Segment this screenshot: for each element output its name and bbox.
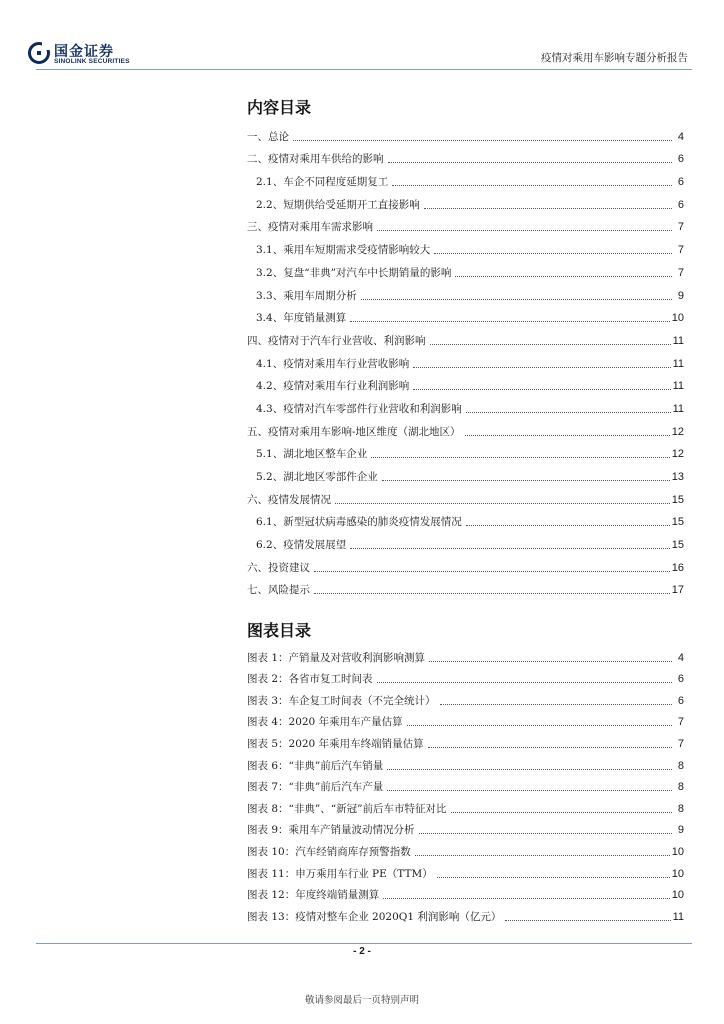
dot-leader (415, 855, 670, 856)
page-number: - 2 - (353, 946, 371, 957)
dot-leader (440, 704, 672, 705)
entry-title: 6.2、疫情发展展望 (256, 539, 347, 552)
dot-leader (419, 833, 672, 834)
entry-page-number: 15 (671, 516, 684, 529)
entry-page-number: 4 (677, 651, 684, 664)
dot-leader (377, 230, 672, 231)
entry-page-number: 7 (677, 266, 684, 279)
dot-leader (505, 920, 670, 921)
entry-title: 4.2、疫情对乘用车行业利润影响 (256, 380, 410, 393)
toc-entry[interactable] (247, 370, 684, 393)
entry-title: 六、投资建议 (247, 561, 310, 574)
dot-leader (437, 877, 670, 878)
entry-page-number: 11 (672, 380, 684, 393)
entry-title: 5.2、湖北地区零部件企业 (256, 471, 378, 483)
entry-title: 3.1、乘用车短期需求受疫情影响较大 (256, 244, 431, 257)
entry-title: 4.1、疫情对乘用车行业营收影响 (256, 357, 410, 370)
entry-title: 5.1、湖北地区整车企业 (256, 448, 368, 461)
dot-leader (371, 457, 670, 458)
entry-page-number: 7 (677, 244, 684, 257)
toc-entry[interactable] (247, 256, 684, 279)
entry-page-number: 7 (677, 716, 684, 729)
entry-page-number: 6 (677, 176, 684, 189)
entry-title: 三、疫情对乘用车需求影响 (247, 221, 373, 234)
toc-entry[interactable] (247, 165, 684, 188)
entry-title: 2.2、短期供给受延期开工直接影响 (256, 198, 420, 211)
dot-leader (382, 480, 670, 481)
entry-page-number: 11 (672, 334, 684, 347)
entry-title: 图表 13：疫情对整车企业 2020Q1 利润影响（亿元） (247, 910, 502, 923)
entry-title: 4.3、疫情对汽车零部件行业营收和利润影响 (256, 402, 462, 415)
entry-page-number: 8 (677, 759, 684, 772)
figure-entry[interactable] (247, 750, 684, 772)
entry-title: 图表 2：各省市复工时间表 (247, 673, 373, 686)
entry-page-number: 11 (672, 402, 684, 415)
toc-entry[interactable] (247, 233, 684, 256)
figure-entry[interactable] (247, 642, 684, 664)
entry-page-number: 6 (677, 694, 684, 707)
entry-title: 图表 9：乘用车产销量波动情况分析 (247, 824, 415, 837)
toc-entry[interactable] (247, 347, 684, 370)
toc-entry[interactable] (247, 460, 684, 483)
dot-leader (466, 412, 671, 413)
table-of-contents (247, 120, 684, 596)
toc-entry[interactable] (247, 438, 684, 461)
footer-divider (36, 943, 692, 944)
entry-page-number: 17 (671, 584, 684, 597)
dot-leader (387, 769, 672, 770)
entry-page-number: 6 (677, 153, 684, 166)
report-title: 疫情对乘用车影响专题分析报告 (541, 52, 688, 64)
toc-entry[interactable] (247, 574, 684, 597)
figure-entry[interactable] (247, 836, 684, 858)
figure-entry[interactable] (247, 664, 684, 686)
toc-entry[interactable] (247, 483, 684, 506)
dot-leader (466, 525, 670, 526)
entry-page-number: 4 (677, 130, 684, 143)
figure-list-title: 图表目录 (247, 621, 312, 640)
dot-leader (335, 503, 670, 504)
dot-leader (451, 812, 673, 813)
dot-leader (407, 725, 672, 726)
entry-title: 五、疫情对乘用车影响-地区维度（湖北地区） (247, 425, 461, 438)
dot-leader (429, 661, 672, 662)
entry-title: 二、疫情对乘用车供给的影响 (247, 153, 384, 166)
figure-entry[interactable] (247, 901, 684, 923)
toc-entry[interactable] (247, 188, 684, 211)
entry-page-number: 15 (671, 539, 684, 552)
dot-leader (392, 185, 672, 186)
entry-page-number: 8 (677, 802, 684, 815)
entry-title: 七、风险提示 (247, 584, 310, 597)
entry-title: 3.3、乘用车周期分析 (256, 289, 357, 302)
dot-leader (413, 389, 670, 390)
figure-entry[interactable] (247, 707, 684, 729)
dot-leader (388, 162, 673, 163)
dot-leader (314, 571, 670, 572)
dot-leader (350, 321, 670, 322)
entry-title: 图表 6：“非典”前后汽车销量 (247, 759, 384, 772)
entry-title: 图表 12：年度终端销量测算 (247, 889, 380, 902)
toc-entry[interactable] (247, 143, 684, 166)
dot-leader (314, 593, 670, 594)
entry-title: 图表 4：2020 年乘用车产量估算 (247, 716, 403, 729)
dot-leader (361, 299, 672, 300)
entry-page-number: 8 (677, 781, 684, 794)
dot-leader (428, 747, 672, 748)
page-header (0, 0, 724, 70)
toc-entry[interactable] (247, 279, 684, 302)
dot-leader (455, 276, 672, 277)
toc-entry[interactable] (247, 528, 684, 551)
disclaimer-note: 敬请参阅最后一页特别声明 (304, 995, 419, 1006)
entry-page-number: 6 (677, 198, 684, 211)
figure-entry[interactable] (247, 685, 684, 707)
figure-entry[interactable] (247, 880, 684, 902)
figure-entry[interactable] (247, 858, 684, 880)
entry-page-number: 12 (671, 448, 684, 461)
entry-page-number: 15 (671, 493, 684, 506)
header-divider (36, 69, 692, 70)
entry-title: 图表 7：“非典”前后汽车产量 (247, 781, 384, 794)
dot-leader (350, 548, 670, 549)
entry-page-number: 6 (677, 673, 684, 686)
figure-entry[interactable] (247, 793, 684, 815)
entry-title: 3.4、年度销量测算 (256, 312, 347, 325)
entry-title: 六、疫情发展情况 (247, 493, 331, 506)
dot-leader (465, 435, 670, 436)
dot-leader (383, 898, 670, 899)
dot-leader (293, 140, 672, 141)
toc-entry[interactable] (247, 324, 684, 347)
company-logo (28, 40, 138, 70)
entry-title: 一、总论 (247, 130, 289, 143)
entry-page-number: 9 (677, 289, 684, 302)
entry-page-number: 13 (671, 471, 684, 483)
entry-page-number: 10 (671, 312, 684, 325)
toc-title: 内容目录 (247, 98, 312, 117)
entry-page-number: 9 (677, 824, 684, 837)
entry-title: 图表 1：产销量及对营收利润影响测算 (247, 651, 426, 664)
entry-page-number: 7 (677, 221, 684, 234)
entry-page-number: 10 (671, 867, 684, 880)
sinolink-logo-icon (28, 42, 50, 64)
logo-english-name: SINOLINK SECURITIES (54, 58, 130, 65)
dot-leader (434, 253, 672, 254)
figure-entry[interactable] (247, 815, 684, 837)
entry-title: 图表 8：“非典”、“新冠”前后车市特征对比 (247, 802, 447, 815)
entry-page-number: 16 (671, 561, 684, 574)
figure-list (247, 642, 684, 923)
entry-page-number: 10 (671, 845, 684, 858)
entry-page-number: 11 (672, 357, 684, 370)
entry-title: 3.2、复盘“非典”对汽车中长期销量的影响 (256, 266, 452, 279)
entry-title: 图表 3：车企复工时间表（不完全统计） (247, 694, 436, 707)
dot-leader (413, 367, 670, 368)
entry-page-number: 10 (671, 889, 684, 902)
logo-chinese-name: 国金证券 (54, 44, 114, 60)
entry-title: 图表 5：2020 年乘用车终端销量估算 (247, 737, 424, 750)
toc-entry[interactable] (247, 302, 684, 325)
toc-entry[interactable] (247, 120, 684, 143)
dot-leader (377, 682, 672, 683)
toc-entry[interactable] (247, 551, 684, 574)
toc-entry[interactable] (247, 506, 684, 529)
dot-leader (424, 208, 672, 209)
toc-entry[interactable] (247, 211, 684, 234)
entry-title: 图表 11：申万乘用车行业 PE（TTM） (247, 867, 433, 880)
figure-entry[interactable] (247, 728, 684, 750)
figure-entry[interactable] (247, 772, 684, 794)
toc-entry[interactable] (247, 392, 684, 415)
entry-title: 6.1、新型冠状病毒感染的肺炎疫情发展情况 (256, 516, 462, 529)
dot-leader (430, 344, 671, 345)
entry-title: 2.1、车企不同程度延期复工 (256, 176, 389, 189)
entry-page-number: 11 (672, 910, 684, 923)
entry-title: 图表 10：汽车经销商库存预警指数 (247, 845, 411, 858)
dot-leader (387, 790, 672, 791)
entry-title: 四、疫情对于汽车行业营收、利润影响 (247, 334, 426, 347)
toc-entry[interactable] (247, 415, 684, 438)
entry-page-number: 12 (671, 425, 684, 438)
entry-page-number: 7 (677, 737, 684, 750)
